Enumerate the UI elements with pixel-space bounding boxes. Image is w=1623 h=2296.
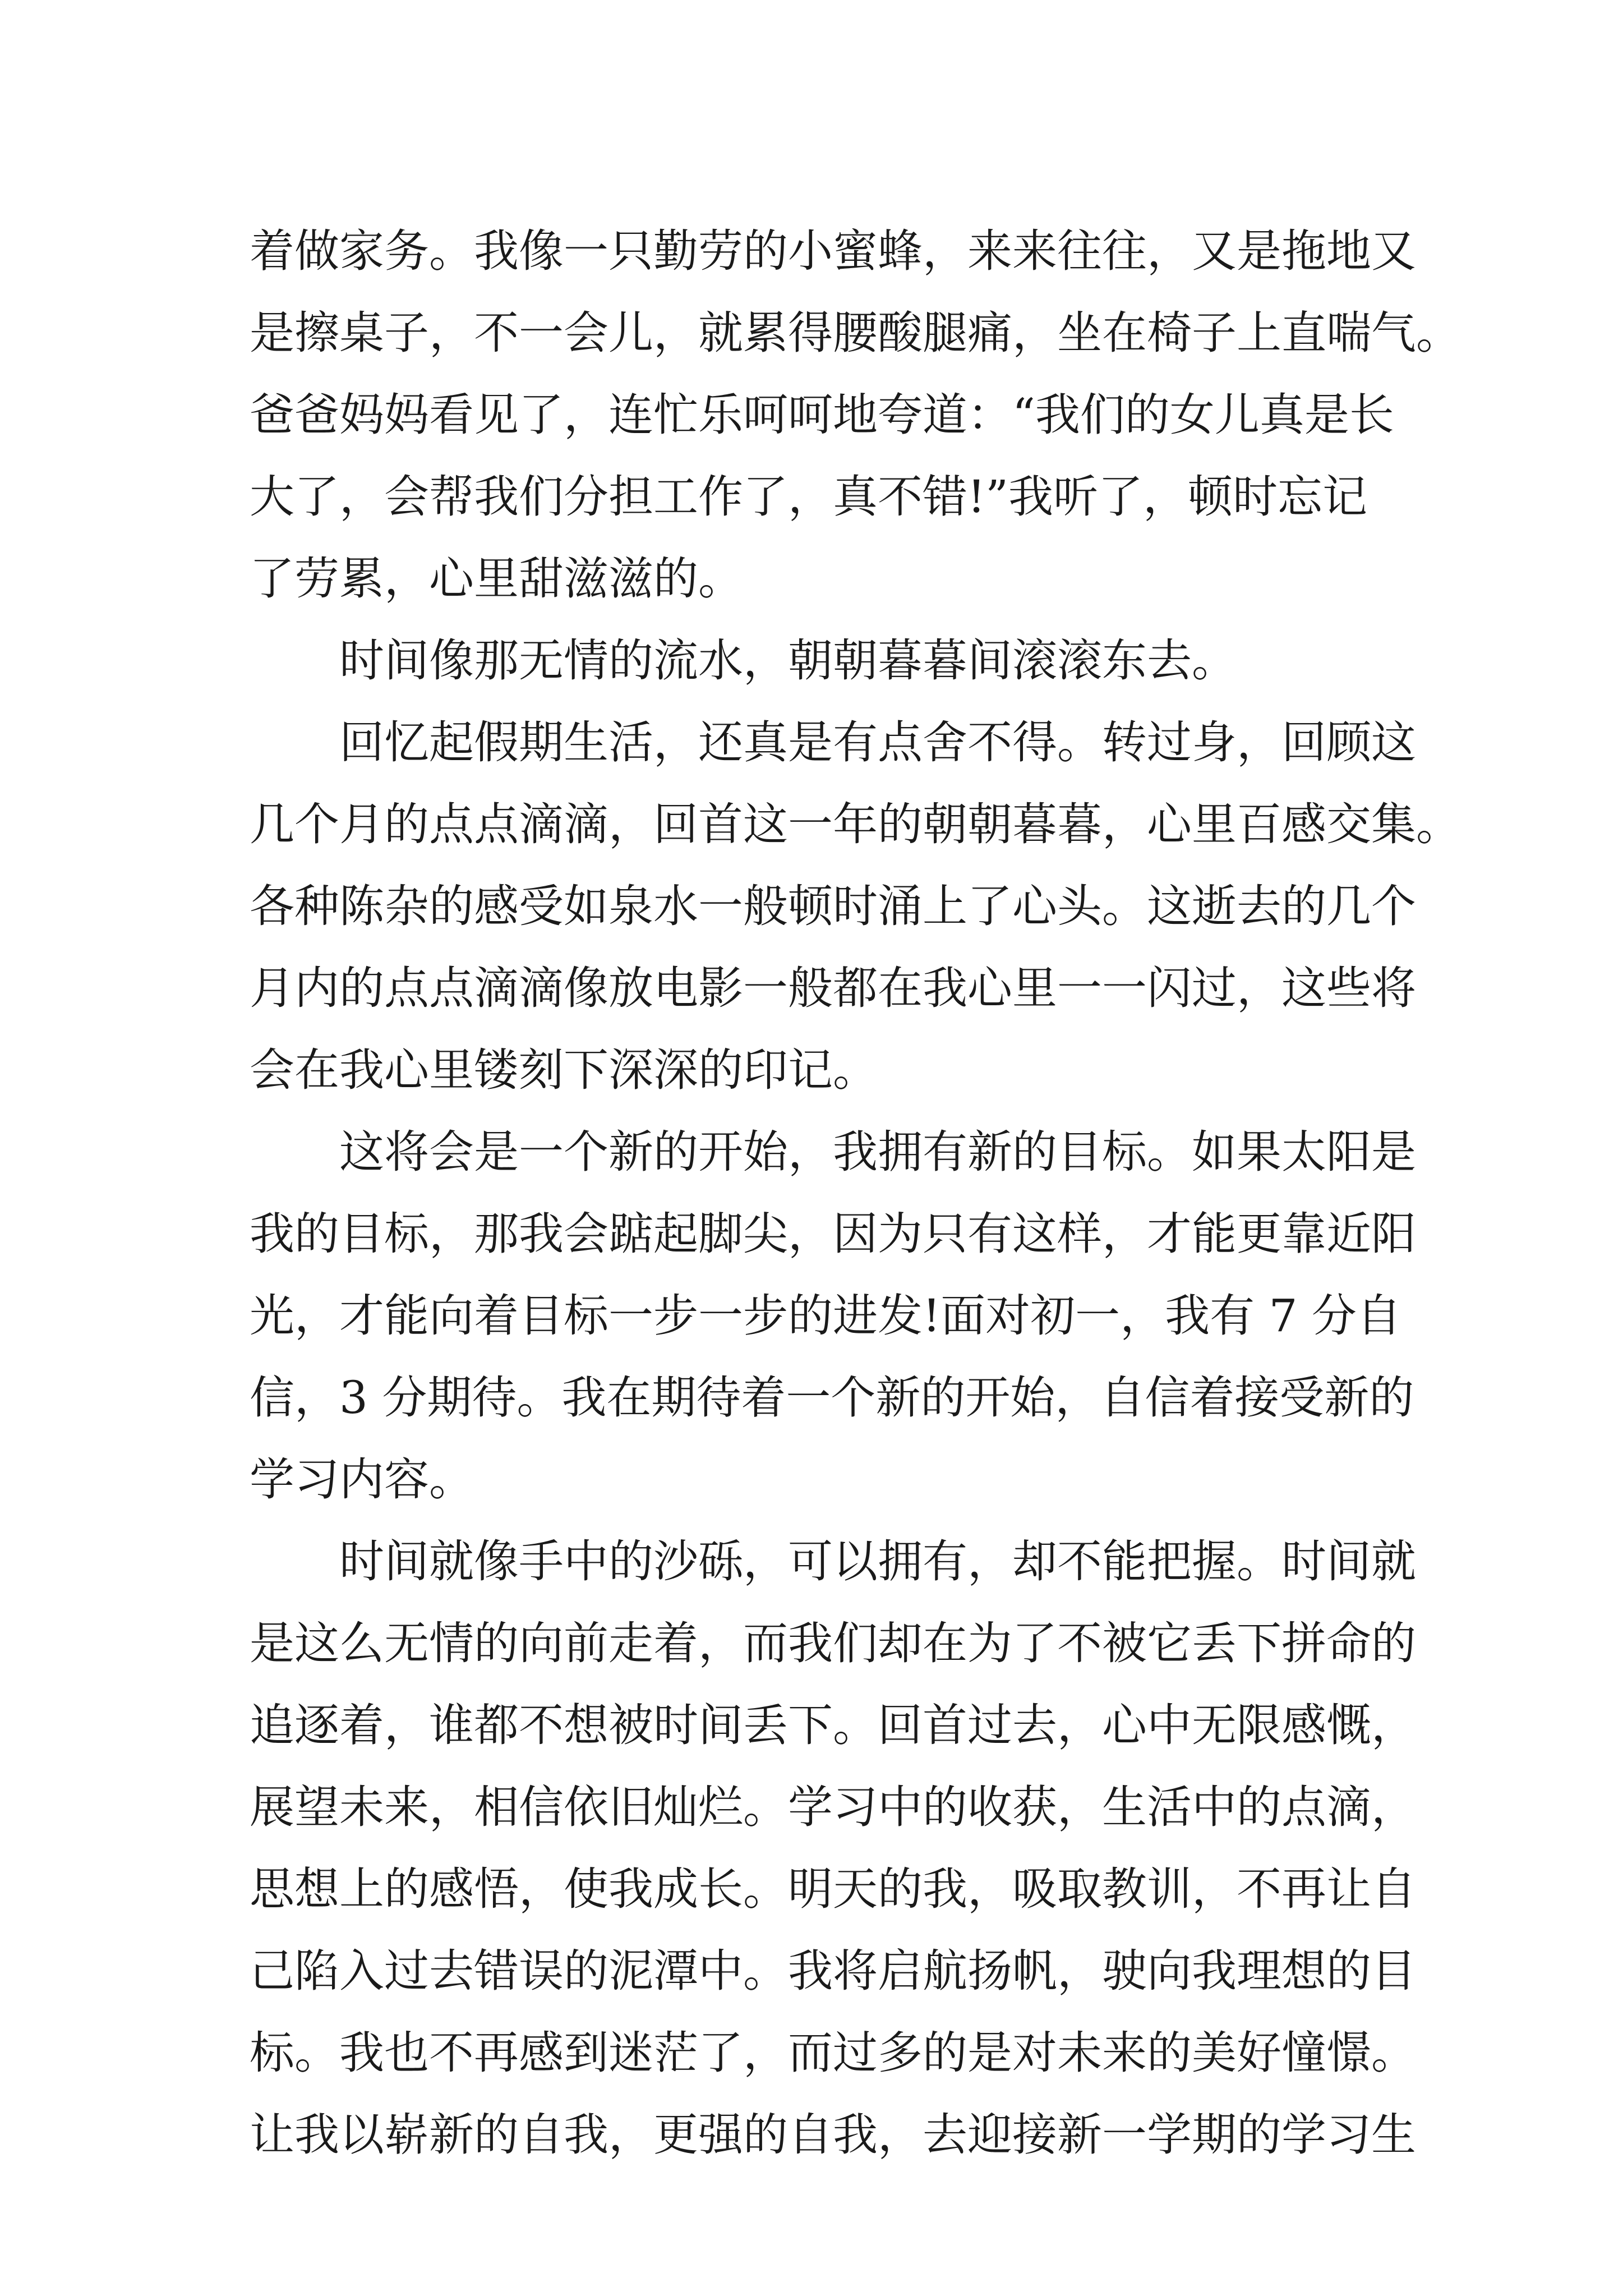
document-body xyxy=(250,210,1461,2176)
text-line: 思想上的感悟，使我成长。明天的我，吸取教训，不再让自 xyxy=(250,1863,1416,1915)
text-line: 会在我心里镂刻下深深的印记。 xyxy=(250,1044,878,1096)
text-line: 回忆起假期生活，还真是有点舍不得。转过身，回顾这 xyxy=(339,716,1416,769)
text-line: 着做家务。我像一只勤劳的小蜜蜂，来来往往，又是拖地又 xyxy=(250,225,1416,277)
paragraph-5 xyxy=(250,1521,1416,2176)
text-line: 信，3 分期待。我在期待着一个新的开始，自信着接受新的 xyxy=(250,1372,1414,1424)
text-line: 大了，会帮我们分担工作了，真不错!”我听了，顿时忘记 xyxy=(250,471,1368,523)
text-line: 这将会是一个新的开始，我拥有新的目标。如果太阳是 xyxy=(339,1126,1416,1178)
text-line: 月内的点点滴滴像放电影一般都在我心里一一闪过，这些将 xyxy=(250,962,1416,1014)
paragraph-2 xyxy=(250,620,1410,702)
text-line: 时间就像手中的沙砾，可以拥有，却不能把握。时间就 xyxy=(339,1535,1416,1588)
text-line: 几个月的点点滴滴，回首这一年的朝朝暮暮，心里百感交集。 xyxy=(250,798,1461,850)
paragraph-3 xyxy=(250,702,1461,1111)
text-line: 了劳累，心里甜滋滋的。 xyxy=(250,553,743,605)
text-line: 时间像那无情的流水，朝朝暮暮间滚滚东去。 xyxy=(339,634,1237,687)
text-line: 各种陈杂的感受如泉水一般顿时涌上了心头。这逝去的几个 xyxy=(250,880,1416,932)
text-line: 让我以崭新的自我，更强的自我，去迎接新一学期的学习生 xyxy=(250,2109,1416,2161)
text-line: 光，才能向着目标一步一步的进发!面对初一，我有 7 分自 xyxy=(250,1290,1401,1342)
text-line: 是这么无情的向前走着，而我们却在为了不被它丢下拼命的 xyxy=(250,1617,1416,1669)
text-line: 追逐着，谁都不想被时间丢下。回首过去，心中无限感慨， xyxy=(250,1699,1416,1751)
text-line: 学习内容。 xyxy=(250,1453,474,1506)
text-line: 我的目标，那我会踮起脚尖，因为只有这样，才能更靠近阳 xyxy=(250,1208,1416,1260)
text-line: 爸爸妈妈看见了，连忙乐呵呵地夸道：“我们的女儿真是长 xyxy=(250,389,1394,441)
text-line: 是擦桌子，不一会儿，就累得腰酸腿痛，坐在椅子上直喘气。 xyxy=(250,307,1461,359)
text-line: 展望未来，相信依旧灿烂。学习中的收获，生活中的点滴， xyxy=(250,1781,1416,1833)
paragraph-1 xyxy=(250,210,1461,620)
text-line: 标。我也不再感到迷茫了，而过多的是对未来的美好憧憬。 xyxy=(250,2027,1416,2079)
paragraph-4 xyxy=(250,1111,1416,1521)
text-line: 己陷入过去错误的泥潭中。我将启航扬帆，驶向我理想的目 xyxy=(250,1945,1416,1997)
